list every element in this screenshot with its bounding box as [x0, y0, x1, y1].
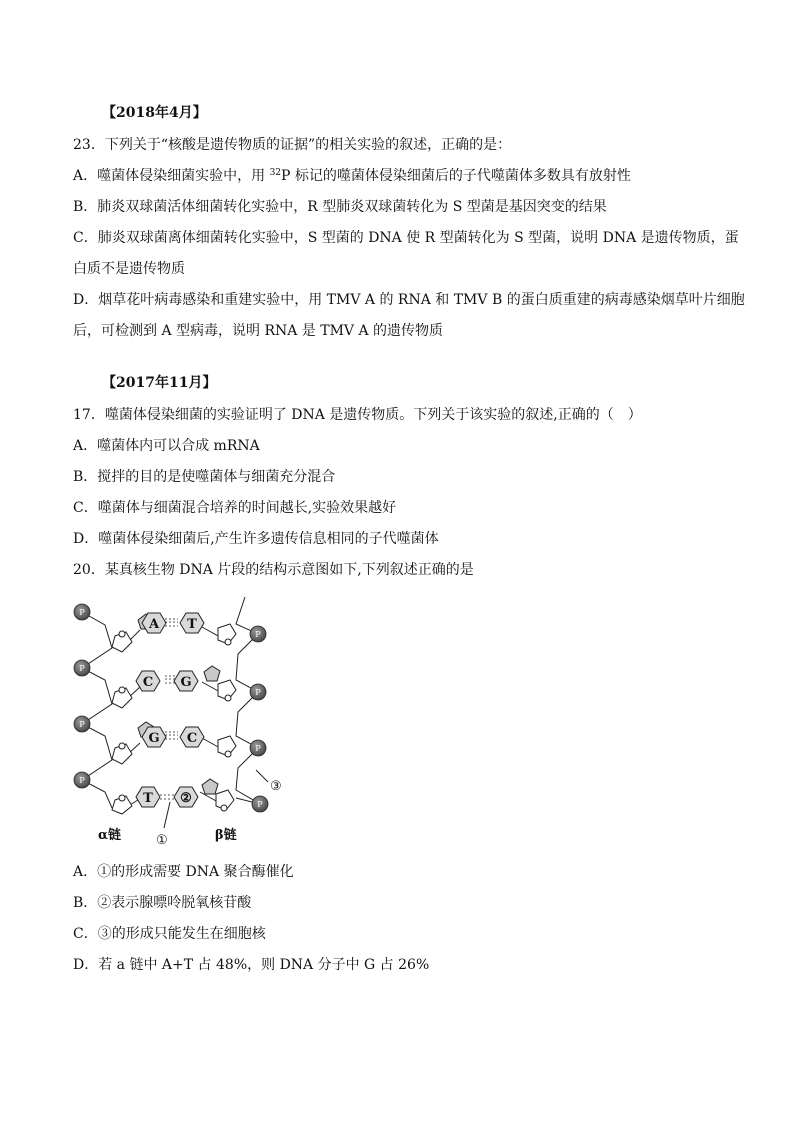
question-23-option-c-line2: 白质不是遗传物质 [73, 261, 185, 277]
base-left-4: T [143, 791, 153, 806]
question-23-option-d-line1: D．烟草花叶病毒感染和重建实验中，用 TMV A 的 RNA 和 TMV B 的蛋白质重建的病毒感染烟草叶片细胞 [73, 292, 745, 308]
question-23-option-d-line2: 后，可检测到 A 型病毒，说明 RNA 是 TMV A 的遗传物质 [73, 323, 444, 339]
section-heading-2017-november: 【2017年11月】 [102, 375, 217, 391]
section-heading-2018-april: 【2018年4月】 [102, 105, 207, 121]
label-circled-three: ③ [270, 779, 282, 794]
question-23-option-c-line1: C．肺炎双球菌离体细菌转化实验中，S 型菌的 DNA 使 R 型菌转化为 S 型菌，说明 DNA 是遗传物质，蛋 [73, 230, 739, 246]
phosphate-label: P [255, 688, 261, 697]
label-circled-one: ① [156, 833, 168, 848]
phosphate-label: P [255, 630, 261, 639]
question-17-option-d: D．噬菌体侵染细菌后,产生许多遗传信息相同的子代噬菌体 [73, 531, 439, 547]
option-a-text-post: P 标记的噬菌体侵染细菌后的子代噬菌体多数具有放射性 [281, 168, 631, 184]
question-20-stem: 20．某真核生物 DNA 片段的结构示意图如下,下列叙述正确的是 [73, 562, 474, 578]
label-beta-chain: β链 [215, 828, 237, 843]
base-right-2: G [180, 675, 192, 690]
phosphate-label: P [257, 800, 263, 809]
base-left-3: G [148, 731, 160, 746]
question-20-option-c: C．③的形成只能发生在细胞核 [73, 926, 266, 942]
phosphate-label: P [79, 664, 85, 673]
phosphate-label: P [255, 744, 261, 753]
base-left-2: C [142, 675, 154, 690]
base-right-1: T [187, 617, 197, 632]
option-a-text-pre: A．噬菌体侵染细菌实验中，用 [73, 168, 270, 184]
question-23-option-b: B．肺炎双球菌活体细菌转化实验中，R 型肺炎双球菌转化为 S 型菌是基因突变的结果 [73, 199, 607, 215]
dna-structure-diagram [60, 592, 290, 854]
question-20-option-d: D．若 a 链中 A+T 占 48%，则 DNA 分子中 G 占 26% [73, 957, 430, 973]
phosphate-label: P [79, 608, 85, 617]
question-17-option-a: A．噬菌体内可以合成 mRNA [73, 438, 260, 454]
phosphate-label: P [79, 776, 85, 785]
question-20-option-b: B．②表示腺嘌呤脱氧核苷酸 [73, 895, 252, 911]
base-left-1: A [148, 617, 160, 632]
question-23-stem: 23．下列关于“核酸是遗传物质的证据”的相关实验的叙述，正确的是： [73, 137, 512, 153]
question-17-stem: 17．噬菌体侵染细菌的实验证明了 DNA 是遗传物质。下列关于该实验的叙述,正确的（ ） [73, 407, 642, 423]
question-17-option-c: C．噬菌体与细菌混合培养的时间越长,实验效果越好 [73, 500, 397, 516]
base-right-3: C [186, 731, 198, 746]
phosphate-label: P [79, 720, 85, 729]
isotope-superscript: 32 [269, 168, 282, 178]
question-17-option-b: B．搅拌的目的是使噬菌体与细菌充分混合 [73, 469, 336, 485]
base-right-4: ② [180, 791, 192, 806]
question-23-option-a [73, 166, 631, 186]
label-alpha-chain: α链 [98, 828, 122, 843]
question-20-option-a: A．①的形成需要 DNA 聚合酶催化 [73, 864, 294, 880]
